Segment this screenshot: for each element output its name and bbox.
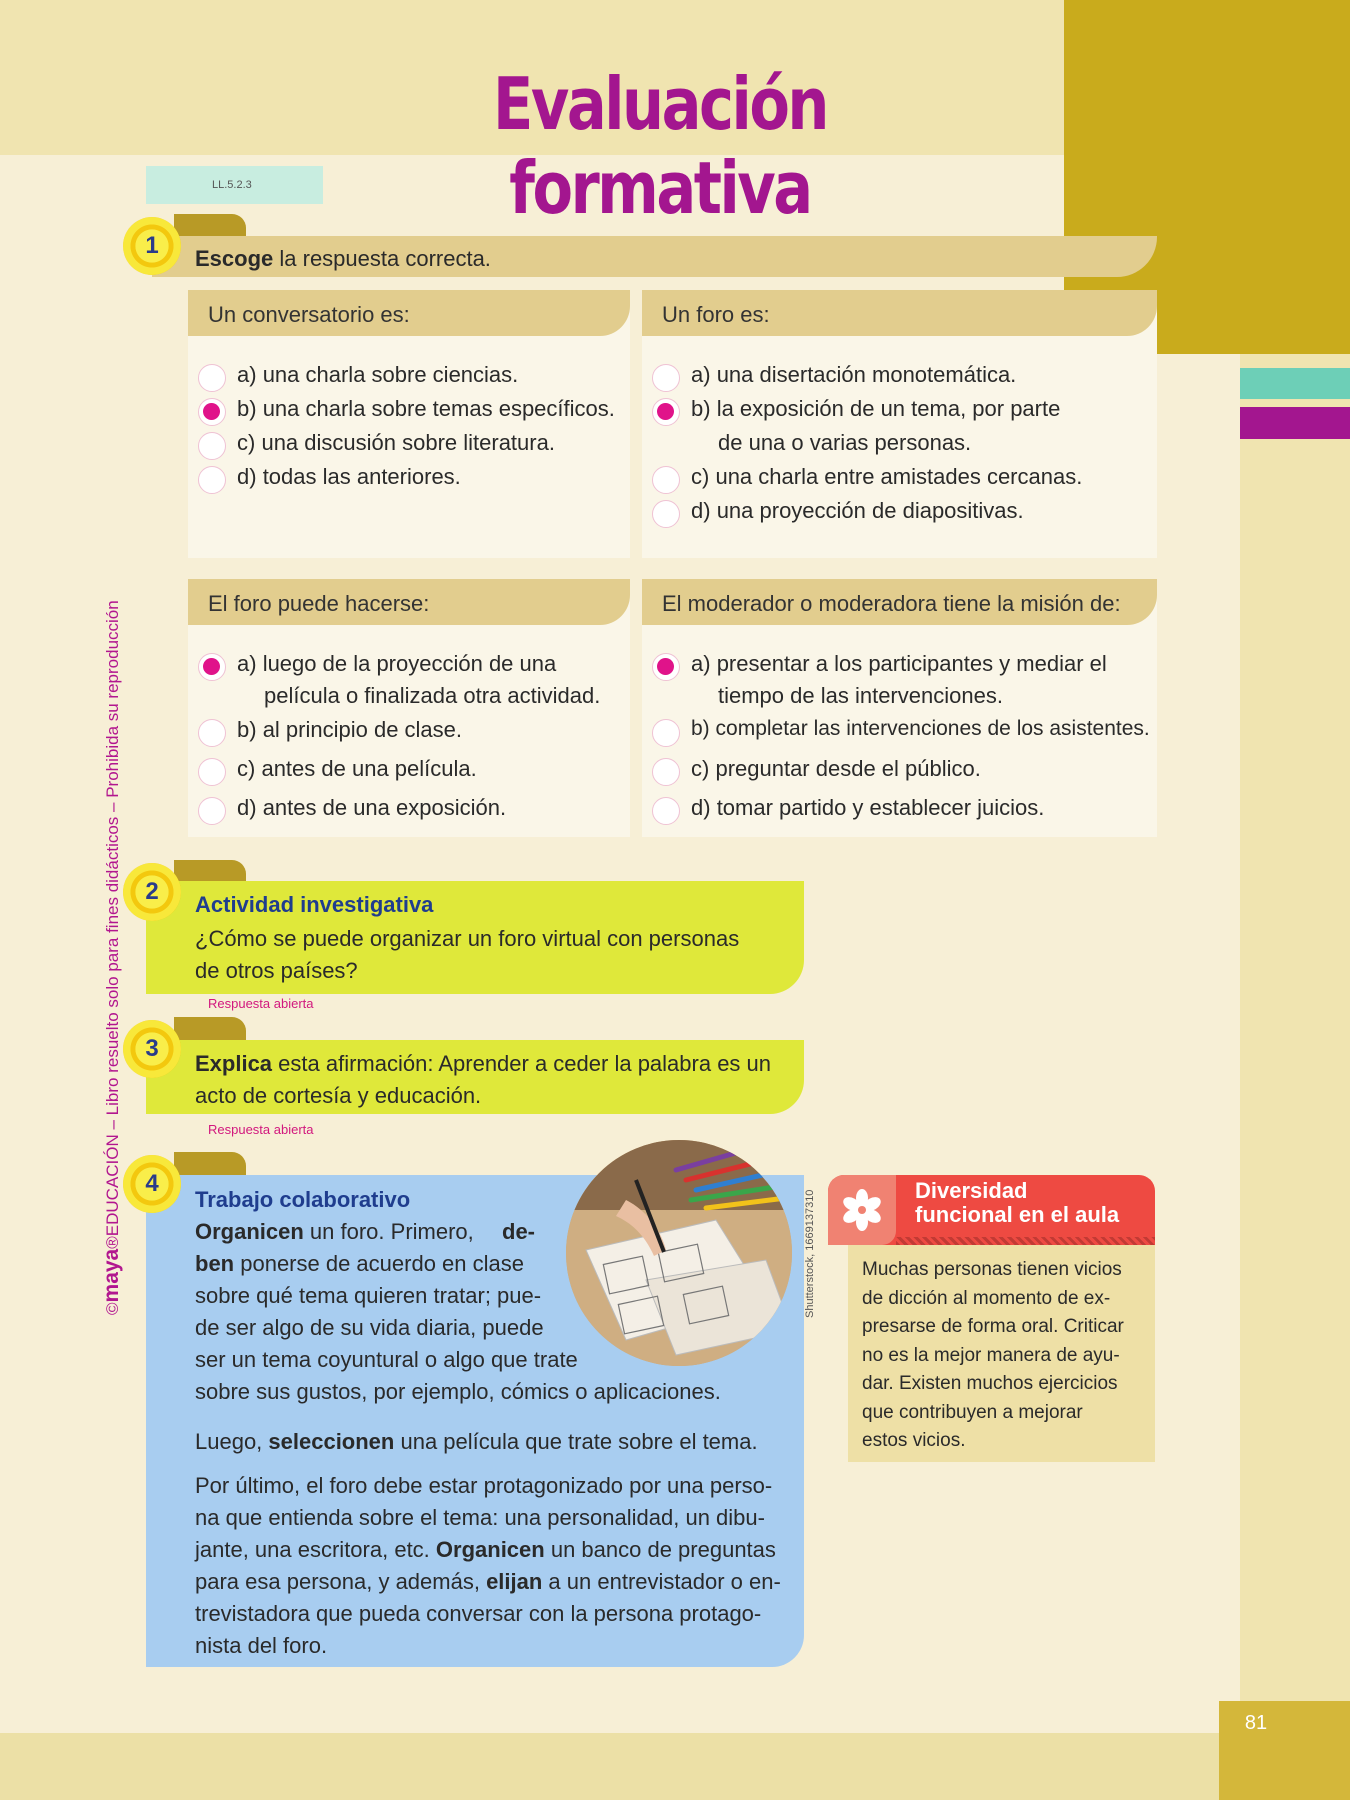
question-line: de otros países? bbox=[195, 958, 358, 983]
question-prompt: El moderador o moderadora tiene la misión de: bbox=[642, 579, 1157, 625]
option-a-continued: tiempo de las intervenciones. bbox=[718, 683, 1003, 708]
option-d: d) tomar partido y establecer juicios. bbox=[691, 795, 1045, 820]
page-title: Evaluación formativa bbox=[493, 62, 827, 230]
statement-text: esta afirmación: Aprender a ceder la palabra es un bbox=[272, 1051, 772, 1076]
photo-credit: Shutterstock, 1669137310 bbox=[804, 1189, 816, 1318]
option-b: b) completar las intervenciones de los asistentes. bbox=[691, 717, 1150, 740]
text-line: Organicen un foro. Primero, de- bbox=[195, 1219, 535, 1244]
option-c: c) antes de una película. bbox=[237, 756, 477, 781]
text-line: para esa persona, y además, elijan a un entrevistador o en- bbox=[195, 1569, 781, 1594]
radio-option-b[interactable] bbox=[652, 719, 680, 747]
skill-code: LL.5.2.3 bbox=[146, 166, 323, 204]
instruction-text: la respuesta correcta. bbox=[273, 246, 491, 271]
text-line: estos vicios. bbox=[862, 1430, 966, 1451]
text-line: na que entienda sobre el tema: una personalidad, un dibu- bbox=[195, 1505, 765, 1530]
text-line: ben ponerse de acuerdo en clase bbox=[195, 1251, 524, 1276]
section4-title: Trabajo colaborativo bbox=[195, 1187, 411, 1212]
option-a: a) una disertación monotemática. bbox=[691, 362, 1017, 387]
text-line: ser un tema coyuntural o algo que trate bbox=[195, 1347, 578, 1372]
page-number: 81 bbox=[1244, 1712, 1268, 1734]
section3-statement bbox=[195, 1048, 771, 1112]
section4-paragraph-3 bbox=[195, 1470, 781, 1662]
section-tab bbox=[174, 1017, 246, 1041]
flower-icon bbox=[828, 1175, 896, 1245]
copyright-text: ®EDUCACIÓN – Libro resuelto solo para fines didácticos – Prohibida su reproducción bbox=[103, 600, 122, 1249]
diversity-text bbox=[862, 1256, 1152, 1456]
text-line: sobre qué tema quieren tratar; pue- bbox=[195, 1283, 542, 1308]
text-line: de dicción al momento de ex- bbox=[862, 1287, 1111, 1309]
option-b-continued: de una o varias personas. bbox=[718, 430, 972, 455]
radio-option-d[interactable] bbox=[652, 500, 680, 528]
section3-answer: Respuesta abierta bbox=[208, 1122, 314, 1137]
diversity-title bbox=[915, 1179, 1119, 1227]
option-d: d) antes de una exposición. bbox=[237, 795, 507, 820]
section4-number-badge: 4 bbox=[123, 1155, 181, 1213]
copyright-symbol: © bbox=[103, 1302, 122, 1315]
statement-verb: Explica bbox=[195, 1051, 273, 1076]
section4-paragraph-2: Luego, seleccionen una película que trate sobre el tema. bbox=[195, 1429, 758, 1454]
option-c: c) una discusión sobre literatura. bbox=[237, 430, 555, 455]
option-d: d) una proyección de diapositivas. bbox=[691, 498, 1024, 523]
radio-option-a-selected[interactable] bbox=[198, 653, 226, 681]
header-stripe bbox=[896, 1237, 1155, 1245]
question-prompt: Un conversatorio es: bbox=[188, 290, 630, 336]
section-tab bbox=[174, 1152, 246, 1176]
section1-number-badge: 1 bbox=[123, 217, 181, 275]
instruction-verb: Escoge bbox=[195, 246, 274, 271]
magenta-band bbox=[1240, 407, 1350, 439]
section4-paragraph-1 bbox=[195, 1216, 721, 1408]
text-line: Por último, el foro debe estar protagonizado por una perso- bbox=[195, 1473, 773, 1498]
brand-logo: maya bbox=[100, 1248, 123, 1303]
question-prompt: Un foro es: bbox=[642, 290, 1157, 336]
text-line: no es la mejor manera de ayu- bbox=[862, 1344, 1120, 1366]
radio-option-d[interactable] bbox=[198, 797, 226, 825]
radio-option-a[interactable] bbox=[652, 364, 680, 392]
text-line: presarse de forma oral. Criticar bbox=[862, 1316, 1124, 1337]
question-line: ¿Cómo se puede organizar un foro virtual con personas bbox=[195, 926, 740, 951]
section2-question bbox=[195, 923, 739, 987]
section2-answer: Respuesta abierta bbox=[208, 996, 314, 1011]
question-card-1 bbox=[188, 290, 630, 558]
flower-icon-svg bbox=[828, 1175, 896, 1245]
section-tab bbox=[174, 214, 246, 238]
radio-option-b-selected[interactable] bbox=[652, 398, 680, 426]
option-c: c) una charla entre amistades cercanas. bbox=[691, 464, 1083, 489]
text-line: trevistadora que pueda conversar con la persona protago- bbox=[195, 1601, 762, 1626]
option-b: b) al principio de clase. bbox=[237, 717, 463, 742]
text-line: sobre sus gustos, por ejemplo, cómics o aplicaciones. bbox=[195, 1379, 721, 1404]
radio-option-b-selected[interactable] bbox=[198, 398, 226, 426]
option-a: a) una charla sobre ciencias. bbox=[237, 362, 519, 387]
question-card-3 bbox=[188, 579, 630, 837]
radio-option-c[interactable] bbox=[652, 758, 680, 786]
title-line: funcional en el aula bbox=[915, 1202, 1120, 1227]
question-prompt: El foro puede hacerse: bbox=[188, 579, 630, 625]
statement-line: acto de cortesía y educación. bbox=[195, 1083, 482, 1108]
option-b: b) una charla sobre temas específicos. bbox=[237, 396, 615, 421]
section2-number-badge: 2 bbox=[123, 863, 181, 921]
question-card-4 bbox=[642, 579, 1157, 837]
radio-option-d[interactable] bbox=[652, 797, 680, 825]
option-d: d) todas las anteriores. bbox=[237, 464, 461, 489]
radio-option-b[interactable] bbox=[198, 719, 226, 747]
text-line: que contribuyen a mejorar bbox=[862, 1401, 1083, 1423]
option-a: a) luego de la proyección de una bbox=[237, 651, 557, 676]
radio-option-c[interactable] bbox=[652, 466, 680, 494]
radio-option-a[interactable] bbox=[198, 364, 226, 392]
radio-option-a-selected[interactable] bbox=[652, 653, 680, 681]
text-line: jante, una escritora, etc. Organicen un banco de preguntas bbox=[195, 1537, 776, 1562]
question-card-2 bbox=[642, 290, 1157, 558]
teal-band bbox=[1240, 368, 1350, 399]
option-a-continued: película o finalizada otra actividad. bbox=[264, 683, 601, 708]
section1-instruction bbox=[195, 246, 491, 272]
radio-option-c[interactable] bbox=[198, 432, 226, 460]
title-line: Diversidad bbox=[915, 1178, 1028, 1203]
section2-title: Actividad investigativa bbox=[195, 892, 434, 917]
text-line: nista del foro. bbox=[195, 1633, 328, 1658]
bottom-strip bbox=[0, 1733, 1350, 1800]
section3-number-badge: 3 bbox=[123, 1020, 181, 1078]
radio-option-c[interactable] bbox=[198, 758, 226, 786]
text-line: de ser algo de su vida diaria, puede bbox=[195, 1315, 544, 1340]
text-line: Muchas personas tienen vicios bbox=[862, 1259, 1122, 1280]
option-b: b) la exposición de un tema, por parte bbox=[691, 396, 1061, 421]
radio-option-d[interactable] bbox=[198, 466, 226, 494]
option-a: a) presentar a los participantes y mediar el bbox=[691, 651, 1107, 676]
option-c: c) preguntar desde el público. bbox=[691, 756, 981, 781]
text-line: dar. Existen muchos ejercicios bbox=[862, 1373, 1118, 1394]
